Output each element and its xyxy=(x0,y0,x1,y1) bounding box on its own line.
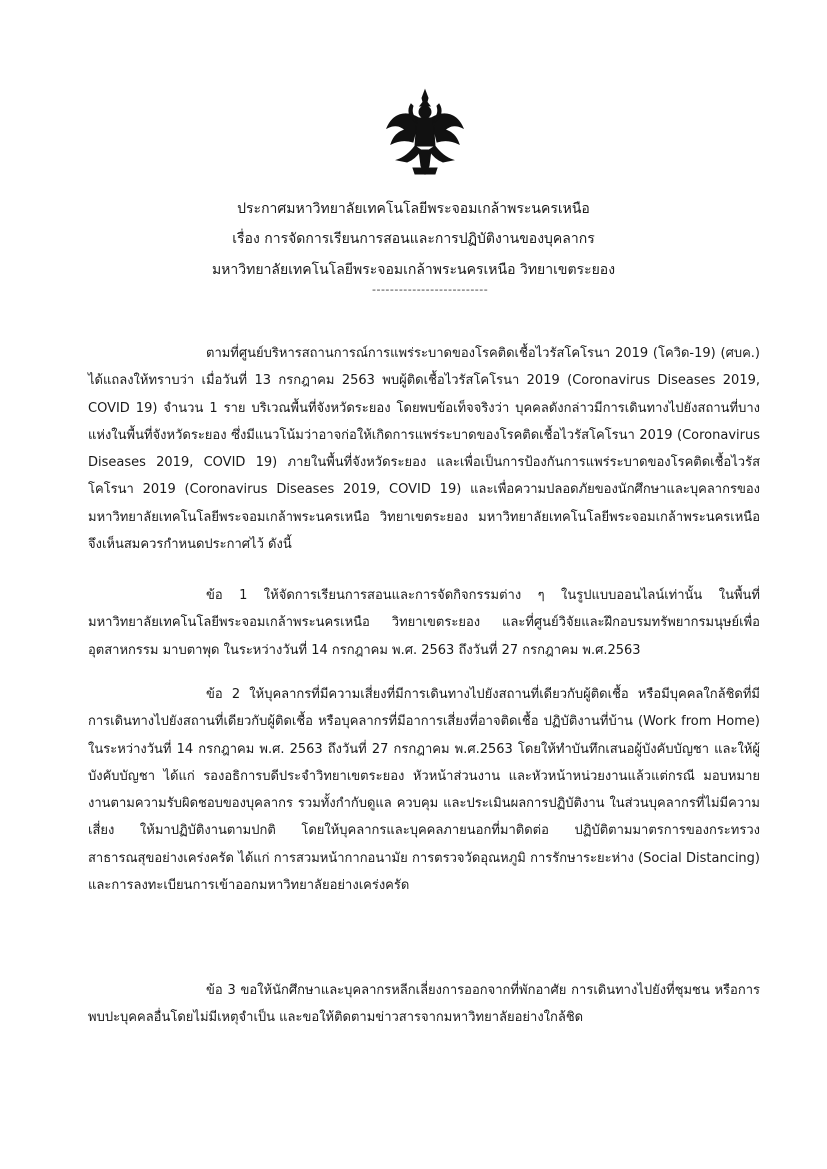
announcement-subject: เรื่อง การจัดการเรียนการสอนและการปฏิบัติงานของบุคลากร xyxy=(232,231,595,247)
clause-2-paragraph: ข้อ 2 ให้บุคลากรที่มีความเสี่ยงที่มีการเดินทางไปยังสถานที่เดียวกับผู้ติดเชื้อ หรือมีบุคคลใกล้ชิดที่มีการเดินทางไปยังสถานที่เดียวกับผู้ติดเชื้อ หรือบุคลากรที่มีอาการเสี่ยงที่อาจติดเชื้อ ปฏิบัติงานที่บ้าน (Work from Home) ในระหว่างวันที่ 14 กรกฎาคม พ.ศ. 2563 ถึงวันที่ 27 กรกฎาคม พ.ศ.2563 โดยให้ทำบันทึกเสนอผู้บังคับบัญชา และให้ผู้บังคับบัญชา ได้แก่ รองอธิการบดีประจำวิทยาเขตระยอง หัวหน้าส่วนงาน และหัวหน้าหน่วยงานแล้วแต่กรณี มอบหมายงานตามความรับผิดชอบของบุคลากร รวมทั้งกำกับดูแล ควบคุม และประเมินผลการปฏิบัติงาน ในส่วนบุคลากรที่ไม่มีความเสี่ยง ให้มาปฏิบัติงานตามปกติ โดยให้บุคลากรและบุคคลภายนอกที่มาติดต่อ ปฏิบัติตามมาตรการของกระทรวงสาธารณสุขอย่างเคร่งครัด ได้แก่ การสวมหน้ากากอนามัย การตรวจวัดอุณหภูมิ การรักษาระยะห่าง (Social Distancing) และการลงทะเบียนการเข้าออกมหาวิทยาลัยอย่างเคร่งครัด xyxy=(88,687,760,894)
clause-1-paragraph: ข้อ 1 ให้จัดการเรียนการสอนและการจัดกิจกรรมต่าง ๆ ในรูปแบบออนไลน์เท่านั้น ในพื้นที่มหาวิทยาลัยเทคโนโลยีพระจอมเกล้าพระนครเหนือ วิทยาเขตระยอง และที่ศูนย์วิจัยและฝึกอบรมทรัพยากรมนุษย์เพื่ออุตสาหกรรม มาบตาพุด ในระหว่างวันที่ 14 กรกฎาคม พ.ศ. 2563 ถึงวันที่ 27 กรกฎาคม พ.ศ.2563 xyxy=(88,588,760,658)
title-separator: -------------------------- xyxy=(372,283,489,296)
clause-3-paragraph: ข้อ 3 ขอให้นักศึกษาและบุคลากรหลีกเลี่ยงการออกจากที่พักอาศัย การเดินทางไปยังที่ชุมชน หรือการพบปะบุคคลอื่นโดยไม่มีเหตุจำเป็น และขอให้ติดตามข่าวสารจากมหาวิทยาลัยอย่างใกล้ชิด xyxy=(88,983,760,1026)
intro-paragraph: ตามที่ศูนย์บริหารสถานการณ์การแพร่ระบาดของโรคติดเชื้อไวรัสโคโรนา 2019 (โควิด-19) (ศบค.) ได้แถลงให้ทราบว่า เมื่อวันที่ 13 กรกฎาคม 2563 พบผู้ติดเชื้อไวรัสโคโรนา 2019 (Coronavirus Diseases 2019, COVID 19) จำนวน 1 ราย บริเวณพื้นที่จังหวัดระยอง โดยพบข้อเท็จจริงว่า บุคคลดังกล่าวมีการเดินทางไปยังสถานที่บางแห่งในพื้นที่จังหวัดระยอง ซึ่งมีแนวโน้มว่าอาจก่อให้เกิดการแพร่ระบาดของโรคติดเชื้อไวรัสโคโรนา 2019 (Coronavirus Diseases 2019, COVID 19) ภายในพื้นที่จังหวัดระยอง และเพื่อเป็นการป้องกันการแพร่ระบาดของโรคติดเชื้อไวรัสโคโรนา 2019 (Coronavirus Diseases 2019, COVID 19) และเพื่อความปลอดภัยของนักศึกษาและบุคลากรของมหาวิทยาลัยเทคโนโลยีพระจอมเกล้าพระนครเหนือ วิทยาเขตระยอง มหาวิทยาลัยเทคโนโลยีพระจอมเกล้าพระนครเหนือ จึงเห็นสมควรกำหนดประกาศไว้ ดังนี้ xyxy=(88,346,760,553)
announcement-title: ประกาศมหาวิทยาลัยเทคโนโลยีพระจอมเกล้าพระนครเหนือ xyxy=(237,201,590,217)
garuda-emblem-icon xyxy=(385,88,465,188)
announcement-campus: มหาวิทยาลัยเทคโนโลยีพระจอมเกล้าพระนครเหนือ วิทยาเขตระยอง xyxy=(211,262,616,278)
